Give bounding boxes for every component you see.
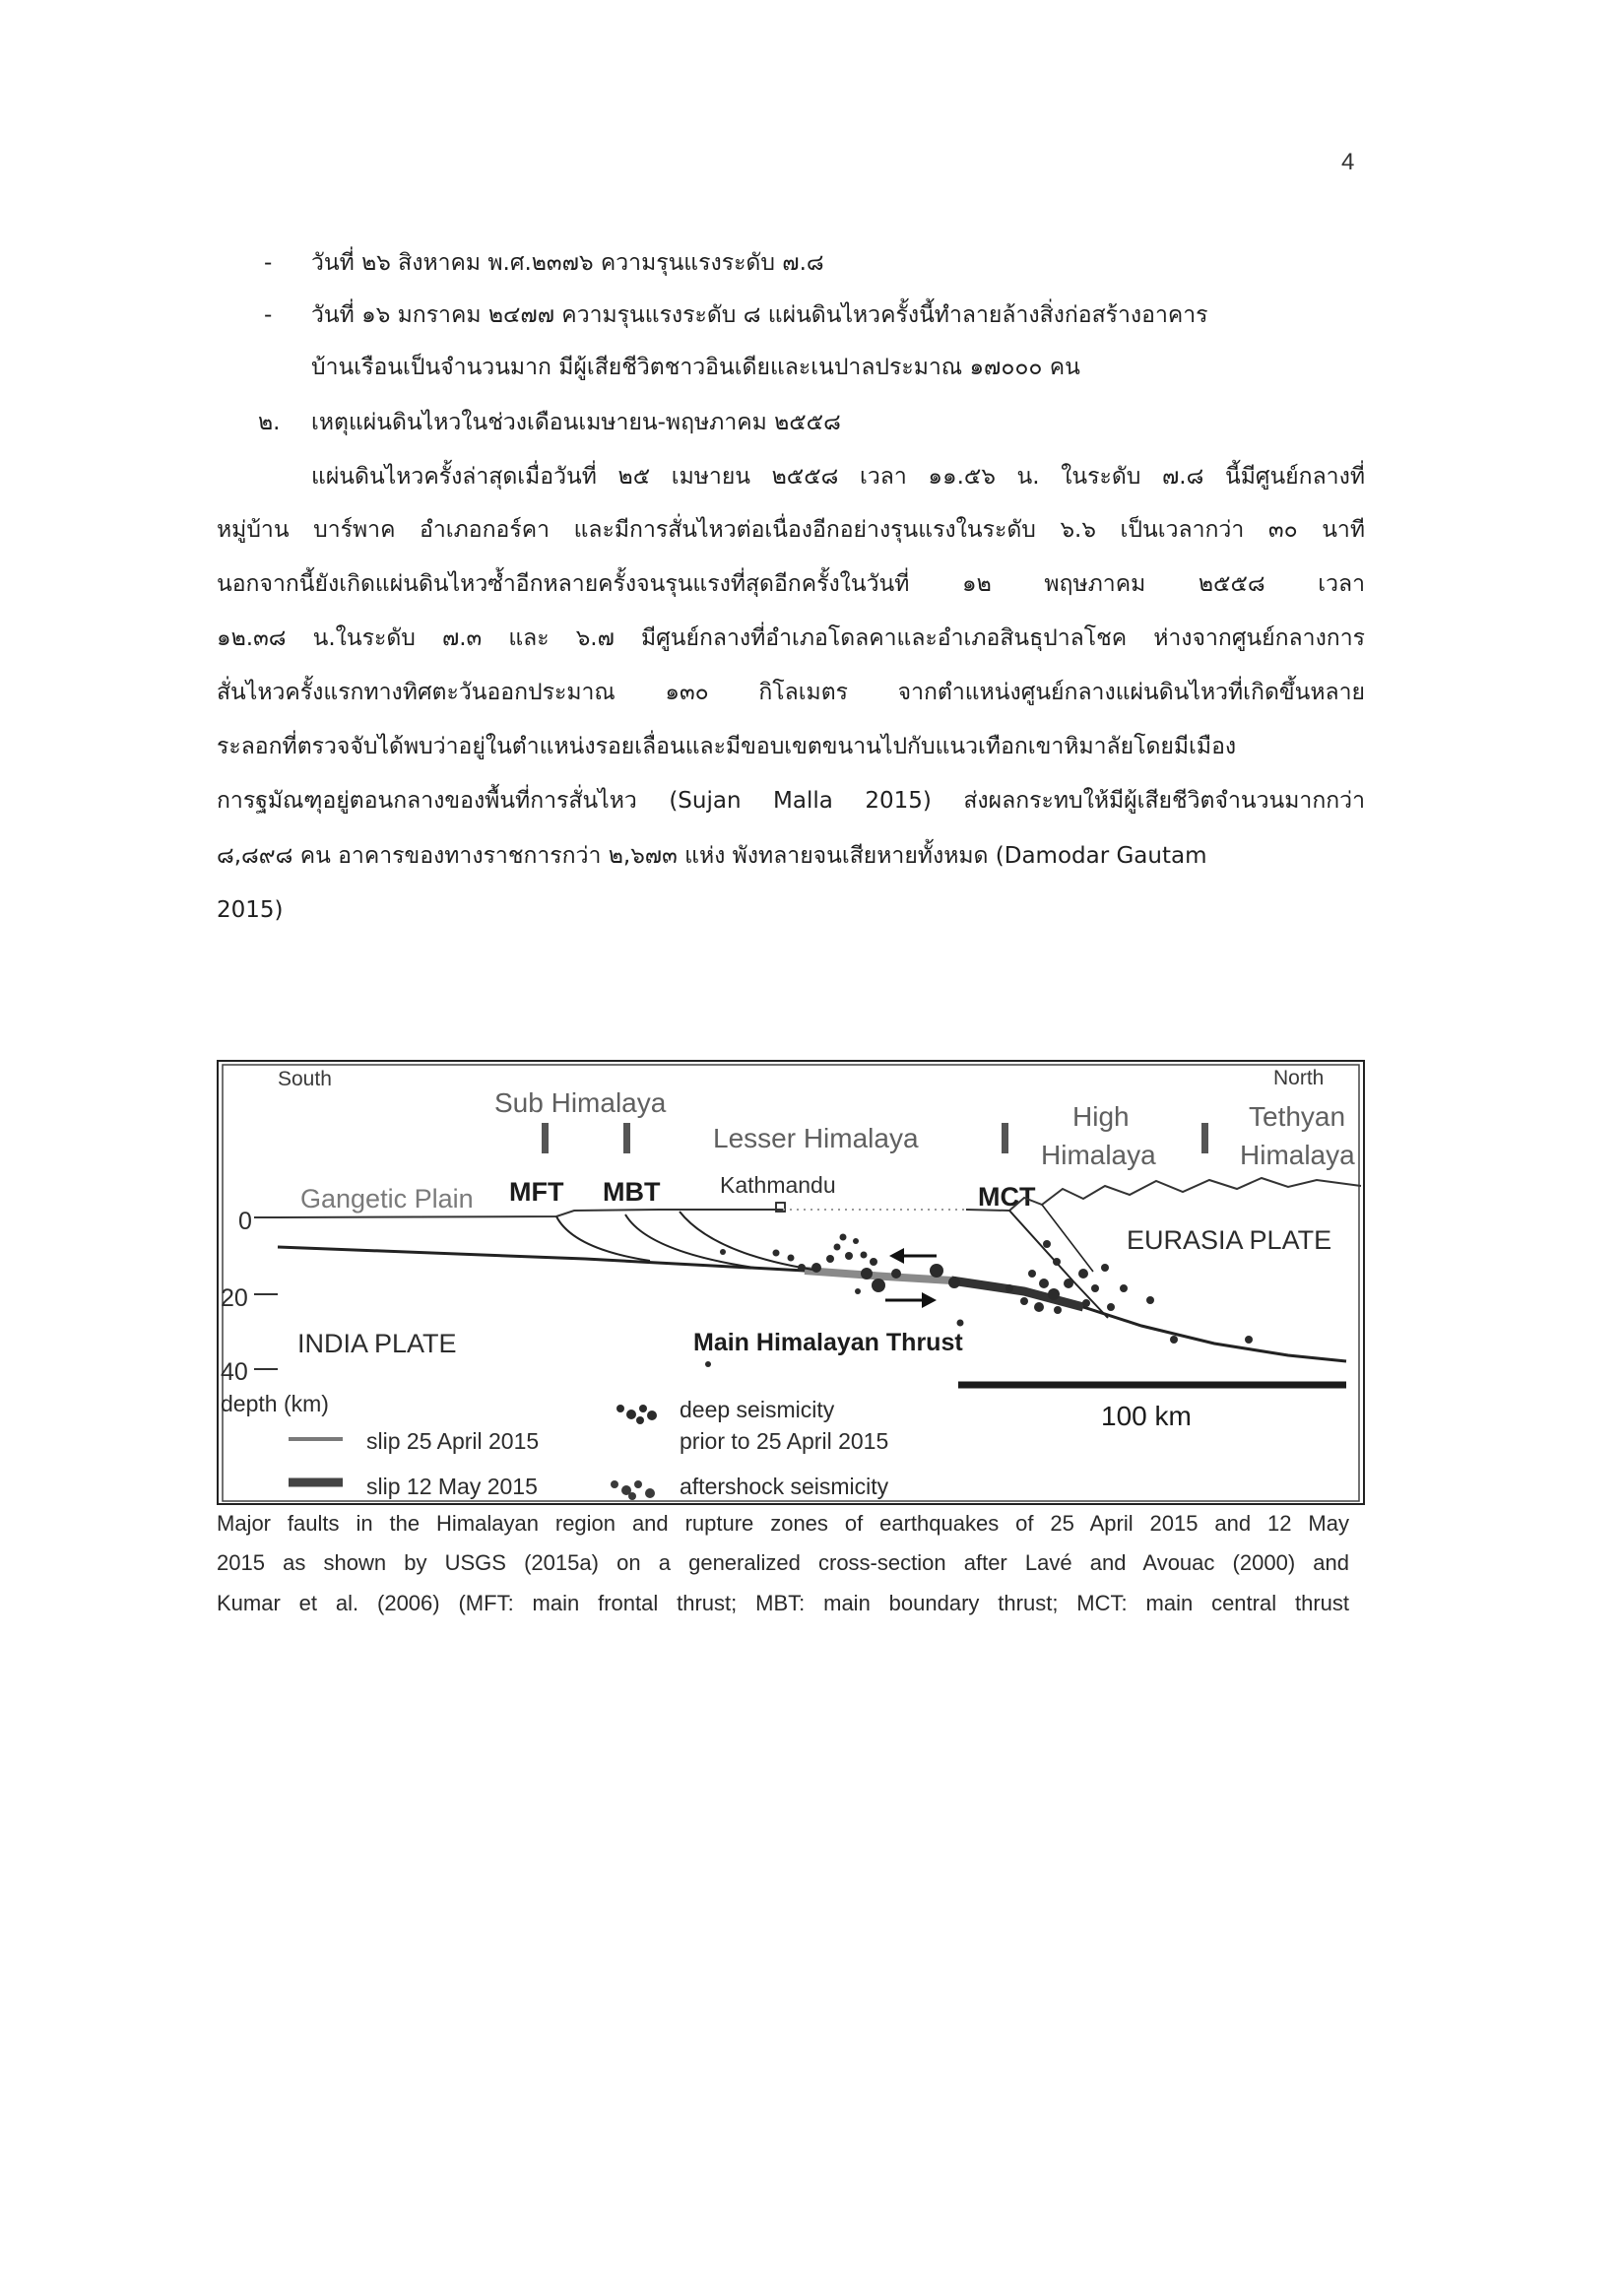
seismicity-dot	[811, 1263, 821, 1273]
figure-caption-line: Major faults in the Himalayan region and rupture zones of earthquakes of 25 April 2015 and 12 May	[217, 1511, 1349, 1536]
seismicity-dot	[1034, 1302, 1044, 1312]
seismicity-dot	[957, 1320, 964, 1327]
seismicity-dot	[870, 1258, 877, 1266]
india-plate-label: INDIA PLATE	[297, 1329, 457, 1358]
seismicity-dot	[930, 1264, 943, 1278]
paragraph-line: ๑๒.๓๘ น.ในระดับ ๗.๓ และ ๖.๗ มีศูนย์กลางที่อำเภอโดลคาและอำเภอสินธุปาลโชค ห่างจากศูนย์กลางการ	[217, 625, 1365, 651]
south-label: South	[278, 1068, 332, 1090]
lesser-himalaya-label: Lesser Himalaya	[713, 1123, 919, 1153]
page-number: 4	[1341, 149, 1355, 175]
mft-label: MFT	[509, 1177, 564, 1207]
zone-divider-bar	[1002, 1123, 1008, 1153]
seismicity-dot	[1082, 1299, 1090, 1307]
seismicity-dot	[1170, 1336, 1178, 1344]
paragraph-line: ระลอกที่ตรวจจับได้พบว่าอยู่ในตำแหน่งรอยเลื่อนและมีขอบเขตขนานไปกับแนวเทือกเขาหิมาลัยโดยมีเมือง	[217, 734, 1237, 759]
legend-deep-seismicity-dot	[616, 1405, 624, 1412]
history-item-1934: วันที่ ๑๖ มกราคม ๒๔๗๗ ความรุนแรงระดับ ๘ แผ่นดินไหวครั้งนี้ทำลายล้างสิ่งก่อสร้างอาคาร	[311, 302, 1208, 328]
legend-deep-seismicity-dot	[647, 1410, 657, 1420]
himalaya-cross-section-figure	[217, 1060, 1365, 1505]
legend-deep-seismicity-label: deep seismicity	[680, 1397, 835, 1422]
seismicity-dot	[1091, 1284, 1099, 1292]
seismicity-dot	[1064, 1279, 1073, 1288]
tethyan-himalaya-label-line2: Himalaya	[1240, 1140, 1355, 1170]
lesser-fault-trace	[680, 1212, 819, 1271]
seismicity-dot	[720, 1249, 726, 1255]
seismicity-dot	[1245, 1336, 1253, 1344]
zone-divider-bar	[1201, 1123, 1208, 1153]
seismicity-dot	[948, 1277, 960, 1288]
seismicity-dot	[855, 1288, 861, 1294]
seismicity-dots-group	[611, 1234, 1253, 1501]
bullet-marker: -	[264, 250, 273, 276]
seismicity-dot	[872, 1279, 885, 1292]
paragraph-line: แผ่นดินไหวครั้งล่าสุดเมื่อวันที่ ๒๕ เมษายน ๒๕๕๘ เวลา ๑๑.๕๖ น. ในระดับ ๗.๘ นี้มีศูนย์กลางที่	[311, 464, 1365, 490]
high-himalaya-label-line1: High	[1072, 1101, 1130, 1132]
seismicity-dot	[1048, 1288, 1060, 1300]
seismicity-dot	[1039, 1279, 1049, 1288]
gangetic-plain-label: Gangetic Plain	[300, 1184, 474, 1214]
bullet-marker: -	[264, 302, 273, 328]
seismicity-dot	[798, 1264, 806, 1272]
seismicity-dot	[861, 1252, 868, 1259]
scale-bar-label: 100 km	[1101, 1401, 1192, 1431]
legend-aftershock-label: aftershock seismicity	[680, 1474, 889, 1499]
seismicity-dot	[1005, 1284, 1013, 1292]
seismicity-dot	[1101, 1264, 1109, 1272]
seismicity-dot	[861, 1268, 873, 1279]
legend-deep-seismicity-label-line2: prior to 25 April 2015	[680, 1428, 889, 1454]
legend-slip-25-april-label: slip 25 April 2015	[366, 1428, 540, 1454]
paragraph-line: นอกจากนี้ยังเกิดแผ่นดินไหวซ้ำอีกหลายครั้งจนรุนแรงที่สุดอีกครั้งในวันที่ ๑๒ พฤษภาคม ๒๕๕๘ เวลา	[217, 571, 1365, 597]
legend-aftershock-dot	[645, 1488, 655, 1498]
main-himalayan-thrust-label: Main Himalayan Thrust	[693, 1329, 963, 1356]
depth-tick-label: 20	[221, 1284, 248, 1312]
slip-12-may-band	[951, 1280, 1083, 1307]
north-label: North	[1273, 1067, 1325, 1089]
paragraph-line: การฐมัณฑุอยู่ตอนกลางของพื้นที่การสั่นไหว (Sujan Malla 2015) ส่งผลกระทบให้มีผู้เสียชีวิตจำนวนมากกว่า	[217, 788, 1365, 814]
seismicity-dot	[826, 1255, 834, 1263]
legend-slip-12-may-label: slip 12 May 2015	[366, 1474, 538, 1499]
seismicity-dot	[891, 1269, 901, 1279]
seismicity-dot	[1146, 1296, 1154, 1304]
high-himalaya-label-line2: Himalaya	[1041, 1140, 1156, 1170]
seismicity-dot	[705, 1361, 711, 1367]
history-item-1934-continuation: บ้านเรือนเป็นจำนวนมาก มีผู้เสียชีวิตชาวอินเดียและเนปาลประมาณ ๑๗๐๐๐ คน	[311, 355, 1080, 380]
figure-caption-line: Kumar et al. (2006) (MFT: main frontal thrust; MBT: main boundary thrust; MCT: main central thrust	[217, 1591, 1349, 1615]
kathmandu-label: Kathmandu	[720, 1172, 836, 1198]
legend-deep-seismicity-dot	[626, 1410, 636, 1419]
paragraph-line: 2015)	[217, 897, 284, 923]
cross-section-svg	[217, 1060, 1365, 1505]
eurasia-plate-label: EURASIA PLATE	[1127, 1225, 1332, 1255]
seismicity-dot	[834, 1244, 841, 1251]
seismicity-dot	[1043, 1240, 1051, 1248]
seismicity-dot	[1120, 1284, 1128, 1292]
seismicity-dot	[840, 1234, 847, 1241]
zone-divider-bar	[542, 1123, 549, 1153]
seismicity-dot	[853, 1238, 859, 1244]
seismicity-dot	[1107, 1303, 1115, 1311]
legend-deep-seismicity-dot	[639, 1405, 647, 1412]
legend-aftershock-dot	[611, 1480, 618, 1488]
seismicity-dot	[845, 1252, 853, 1260]
mft-fault-trace	[556, 1216, 650, 1261]
sub-himalaya-label: Sub Himalaya	[494, 1087, 667, 1118]
depth-tick-label: 40	[221, 1358, 248, 1386]
depth-axis-label: depth (km)	[221, 1391, 329, 1416]
hanging-wall-arrow-head	[889, 1248, 904, 1264]
paragraph-line: ๘,๘๙๘ คน อาคารของทางราชการกว่า ๒,๖๗๓ แห่ง พังทลายจนเสียหายทั้งหมด (Damodar Gautam	[217, 843, 1207, 869]
section-number: ๒.	[258, 410, 281, 435]
mct-label: MCT	[978, 1182, 1036, 1212]
paragraph-line: หมู่บ้าน บาร์พาค อำเภอกอร์คา และมีการสั่นไหวต่อเนื่องอีกอย่างรุนแรงในระดับ ๖.๖ เป็นเวลากว่า ๓๐ นาที	[217, 517, 1365, 543]
seismicity-dot	[1028, 1270, 1036, 1278]
seismicity-dot	[773, 1250, 780, 1257]
tethyan-himalaya-label-line1: Tethyan	[1249, 1101, 1346, 1132]
mbt-label: MBT	[603, 1177, 661, 1207]
legend-aftershock-dot	[628, 1492, 636, 1500]
mct-secondary-trace	[1042, 1205, 1093, 1272]
depth-tick-label: 0	[238, 1208, 252, 1235]
legend-aftershock-dot	[634, 1480, 642, 1488]
legend-deep-seismicity-dot	[636, 1416, 644, 1424]
seismicity-dot	[1054, 1306, 1062, 1314]
zone-divider-bar	[623, 1123, 630, 1153]
seismicity-dot	[1078, 1269, 1088, 1279]
paragraph-line: สั่นไหวครั้งแรกทางทิศตะวันออกประมาณ ๑๓๐ กิโลเมตร จากตำแหน่งศูนย์กลางแผ่นดินไหวที่เกิดขึ้นหลาย	[217, 680, 1365, 705]
figure-caption-line: 2015 as shown by USGS (2015a) on a generalized cross-section after Lavé and Avouac (2000) and	[217, 1550, 1349, 1575]
seismicity-dot	[1053, 1258, 1061, 1266]
footwall-arrow-head	[922, 1292, 937, 1308]
section-heading: เหตุแผ่นดินไหวในช่วงเดือนเมษายน-พฤษภาคม ๒๕๕๘	[311, 410, 841, 435]
seismicity-dot	[1020, 1297, 1028, 1305]
seismicity-dot	[788, 1255, 795, 1262]
history-item-1833: วันที่ ๒๖ สิงหาคม พ.ศ.๒๓๗๖ ความรุนแรงระดับ ๗.๘	[311, 250, 824, 276]
